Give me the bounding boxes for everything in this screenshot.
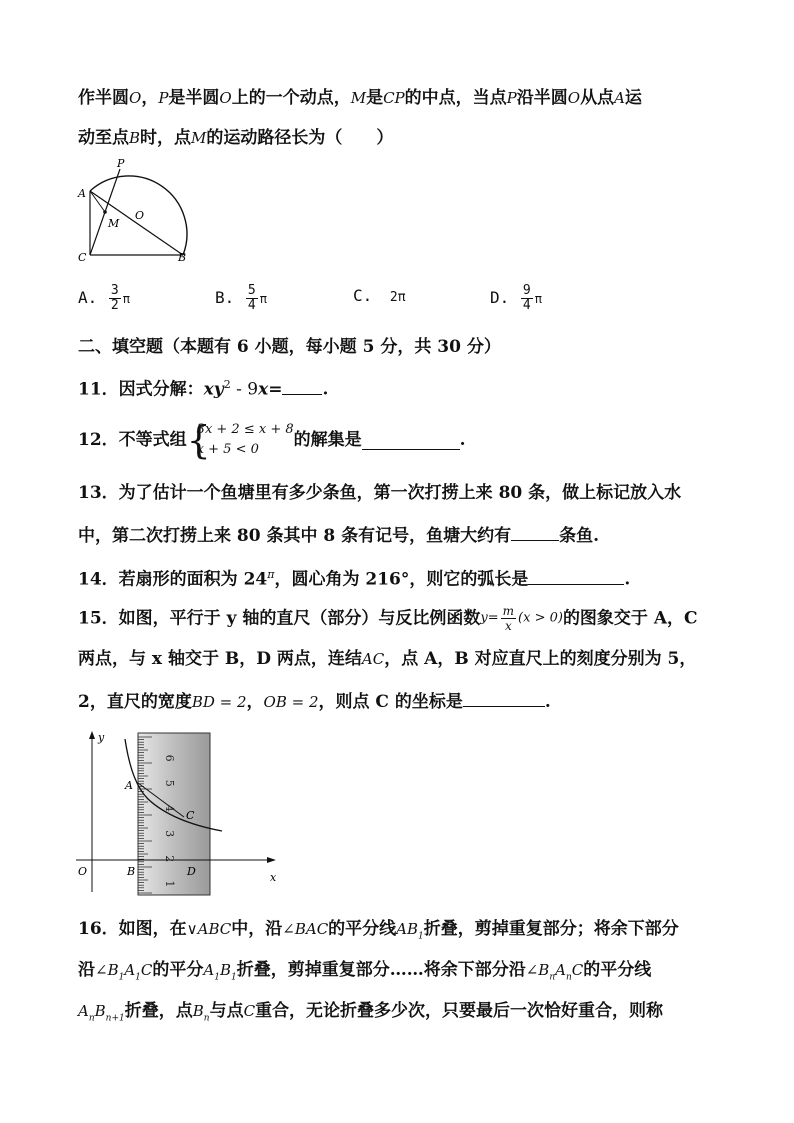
- q12: 12．不等式组 { 3x + 2 ≤ x + 8 x + 5 < 0 的解集是 .: [78, 418, 466, 462]
- q16-line-2: 沿$\angle B_1A_1C$的平分$A_1B_1$折叠，剪掉重复部分……将余下部分沿$\angle B_nA_nC$的平分线: [78, 960, 652, 983]
- option-d[interactable]: D. $\frac{9}{4}$ π: [490, 283, 542, 313]
- ruler-number: 1: [163, 880, 176, 888]
- q16-line-3: $A_nB_{n+1}$折叠，点$B_n$与点C重合，无论折叠多少次，只要最后一次恰好重合，则称: [78, 1001, 664, 1024]
- y-axis-arrow-icon: [89, 731, 95, 739]
- q15-line-1: 15．如图，平行于 y 轴的直尺（部分）与反比例函数y= $\frac{m}{x}$ (x > 0)的图象交于 A，C: [78, 604, 698, 633]
- point-m: [103, 210, 107, 214]
- q13-line-2: 中，第二次打捞上来 80 条其中 8 条有记号，鱼塘大约有 条鱼.: [78, 522, 599, 548]
- q14-answer-blank[interactable]: [528, 566, 624, 585]
- x-axis-arrow-icon: [267, 857, 276, 863]
- label-x: x: [270, 871, 277, 884]
- option-b[interactable]: B. $\frac{5}{4}$ π: [215, 283, 267, 313]
- label-o: O: [135, 209, 145, 222]
- option-c[interactable]: C. 2π: [353, 286, 406, 305]
- q16-line-1: 16．如图，在∨ABC中，沿∠BAC的平分线$AB_1$折叠，剪掉重复部分；将余下部分: [78, 919, 679, 942]
- q14: 14．若扇形的面积为 $24^\pi$，圆心角为 216°，则它的弧长是 .: [78, 563, 630, 592]
- label-p: P: [117, 157, 125, 170]
- label-origin: O: [78, 865, 88, 878]
- label-c: C: [186, 809, 195, 822]
- inequality-system: { 3x + 2 ≤ x + 8 x + 5 < 0: [186, 418, 294, 462]
- q11-answer-blank[interactable]: [282, 376, 322, 395]
- q13-line-1: 13．为了估计一个鱼塘里有多少条鱼，第一次打捞上来 80 条，做上标记放入水: [78, 483, 682, 503]
- q10-line-2: 动至点B时，点M的运动路径长为（ ）: [78, 128, 394, 148]
- ruler-graph-figure: [70, 727, 285, 897]
- label-d: D: [187, 865, 196, 878]
- label-b: B: [127, 865, 136, 878]
- label-b: B: [178, 251, 187, 264]
- q15-line-3: 2，直尺的宽度BD = 2，OB = 2，则点 C 的坐标是 .: [78, 688, 551, 714]
- q13-answer-blank[interactable]: [511, 522, 559, 541]
- ruler-number: 3: [163, 830, 176, 838]
- ruler-number: 6: [163, 754, 176, 762]
- q15-line-2: 两点，与 x 轴交于 B，D 两点，连结AC，点 A，B 对应直尺上的刻度分别为 5，: [78, 649, 697, 669]
- segment-am: [90, 191, 105, 212]
- ruler-number: 4: [163, 804, 176, 812]
- ruler-number: 5: [163, 779, 176, 787]
- brace-icon: {: [186, 418, 211, 462]
- label-y: y: [98, 731, 105, 744]
- label-m: M: [108, 217, 120, 230]
- label-c: C: [78, 251, 87, 264]
- q12-answer-blank[interactable]: [362, 431, 460, 450]
- semicircle-figure: [70, 155, 200, 265]
- label-a: A: [125, 779, 133, 792]
- segment-ab: [90, 191, 183, 255]
- label-a: A: [78, 187, 86, 200]
- q15-answer-blank[interactable]: [463, 688, 545, 707]
- section-heading: 二、填空题（本题有 6 小题，每小题 5 分，共 30 分）: [78, 337, 501, 357]
- option-a[interactable]: A. $\frac{3}{2}$ π: [78, 283, 130, 313]
- q11: 11．因式分解：$xy^2 - 9x=$ .: [78, 373, 328, 402]
- q10-line-1: 作半圆O，P是半圆O上的一个动点，M是CP的中点，当点P沿半圆O从点A运: [78, 88, 642, 108]
- ruler-number: 2: [163, 855, 176, 863]
